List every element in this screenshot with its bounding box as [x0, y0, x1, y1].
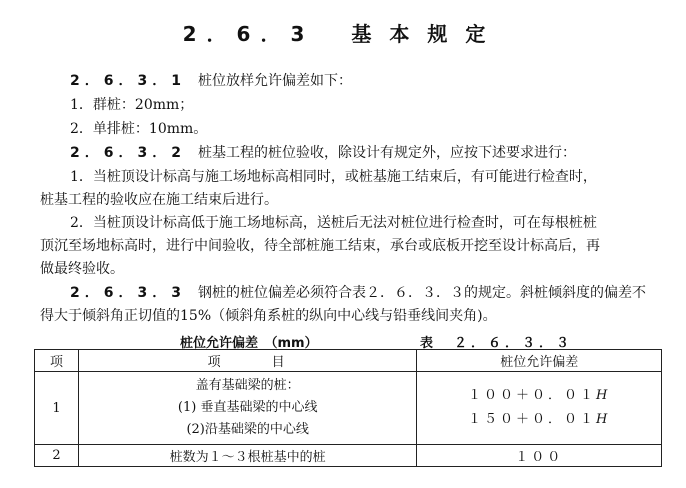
tolerance-value: [417, 408, 661, 432]
paragraph-2-6-3-2: [70, 142, 576, 164]
body-line: 做最终验收。: [40, 261, 124, 277]
body-line: 1．当桩顶设计标高与施工场地标高相同时，或桩基施工结束后，有可能进行检查时，: [70, 169, 597, 185]
table-number: 表 ２．６．３．３: [420, 336, 574, 351]
tolerance-value: １００: [417, 445, 662, 467]
section-heading: 基本规定: [351, 22, 504, 46]
body-line: 桩基工程的验收应在施工结束后进行。: [40, 192, 278, 208]
paragraph-2-6-3-1: [70, 70, 352, 92]
row-item-line: 盖有基础梁的桩：: [195, 378, 300, 393]
tolerance-base: １５０＋０．０１: [468, 412, 597, 427]
table-row: [35, 372, 662, 445]
body-line: 得大于倾斜角正切值的15%（倾斜角系桩的纵向中心线与铅垂线间夹角)。: [40, 308, 497, 324]
row-item: 桩数为１～３根桩基中的桩: [78, 445, 416, 467]
clause-text: 桩位放样允许偏差如下：: [197, 73, 352, 89]
header-tolerance: 桩位允许偏差: [417, 350, 662, 372]
list-item: 1．群桩：20mm；: [70, 97, 194, 113]
row-items: [78, 372, 416, 445]
tolerance-base: １００＋０．０１: [468, 388, 597, 403]
clause-number: 2．6．3．3: [70, 285, 186, 301]
clause-number: 2．6．3．2: [70, 145, 186, 161]
header-item: 项 目: [78, 350, 416, 372]
clause-text: 桩基工程的桩位验收，除设计有规定外，应按下述要求进行：: [197, 145, 576, 161]
paragraph-2-6-3-3: [70, 282, 646, 304]
tolerance-value: [417, 384, 661, 408]
section-number: 2．6．3: [182, 22, 315, 46]
table-header-row: [35, 350, 662, 372]
table-row: [35, 445, 662, 467]
row-item-line: (1) 垂直基础梁的中心线: [177, 400, 318, 415]
tolerance-variable: H: [596, 412, 611, 427]
section-title: [0, 18, 686, 47]
list-item: 2．单排桩：10mm。: [70, 121, 208, 137]
row-item-line: (2)沿基础梁的中心线: [186, 422, 309, 437]
row-number: 1: [35, 372, 79, 445]
clause-text: 钢桩的桩位偏差必须符合表２．６．３．３的规定。斜桩倾斜度的偏差不: [197, 285, 646, 301]
body-line: 2．当桩顶设计标高低于施工场地标高，送桩后无法对桩位进行检查时，可在每根桩桩: [70, 215, 597, 231]
clause-number: 2．6．3．1: [70, 73, 186, 89]
body-line: 顶沉至场地标高时，进行中间验收，待全部桩施工结束，承台或底板开挖至设计标高后，再: [40, 238, 600, 254]
tolerance-table: [34, 349, 662, 467]
table-caption: 桩位允许偏差 （mm）: [180, 336, 318, 351]
header-no: 项: [35, 350, 79, 372]
tolerance-variable: H: [596, 388, 611, 403]
row-tolerances: [417, 372, 662, 445]
row-number: 2: [35, 445, 79, 467]
